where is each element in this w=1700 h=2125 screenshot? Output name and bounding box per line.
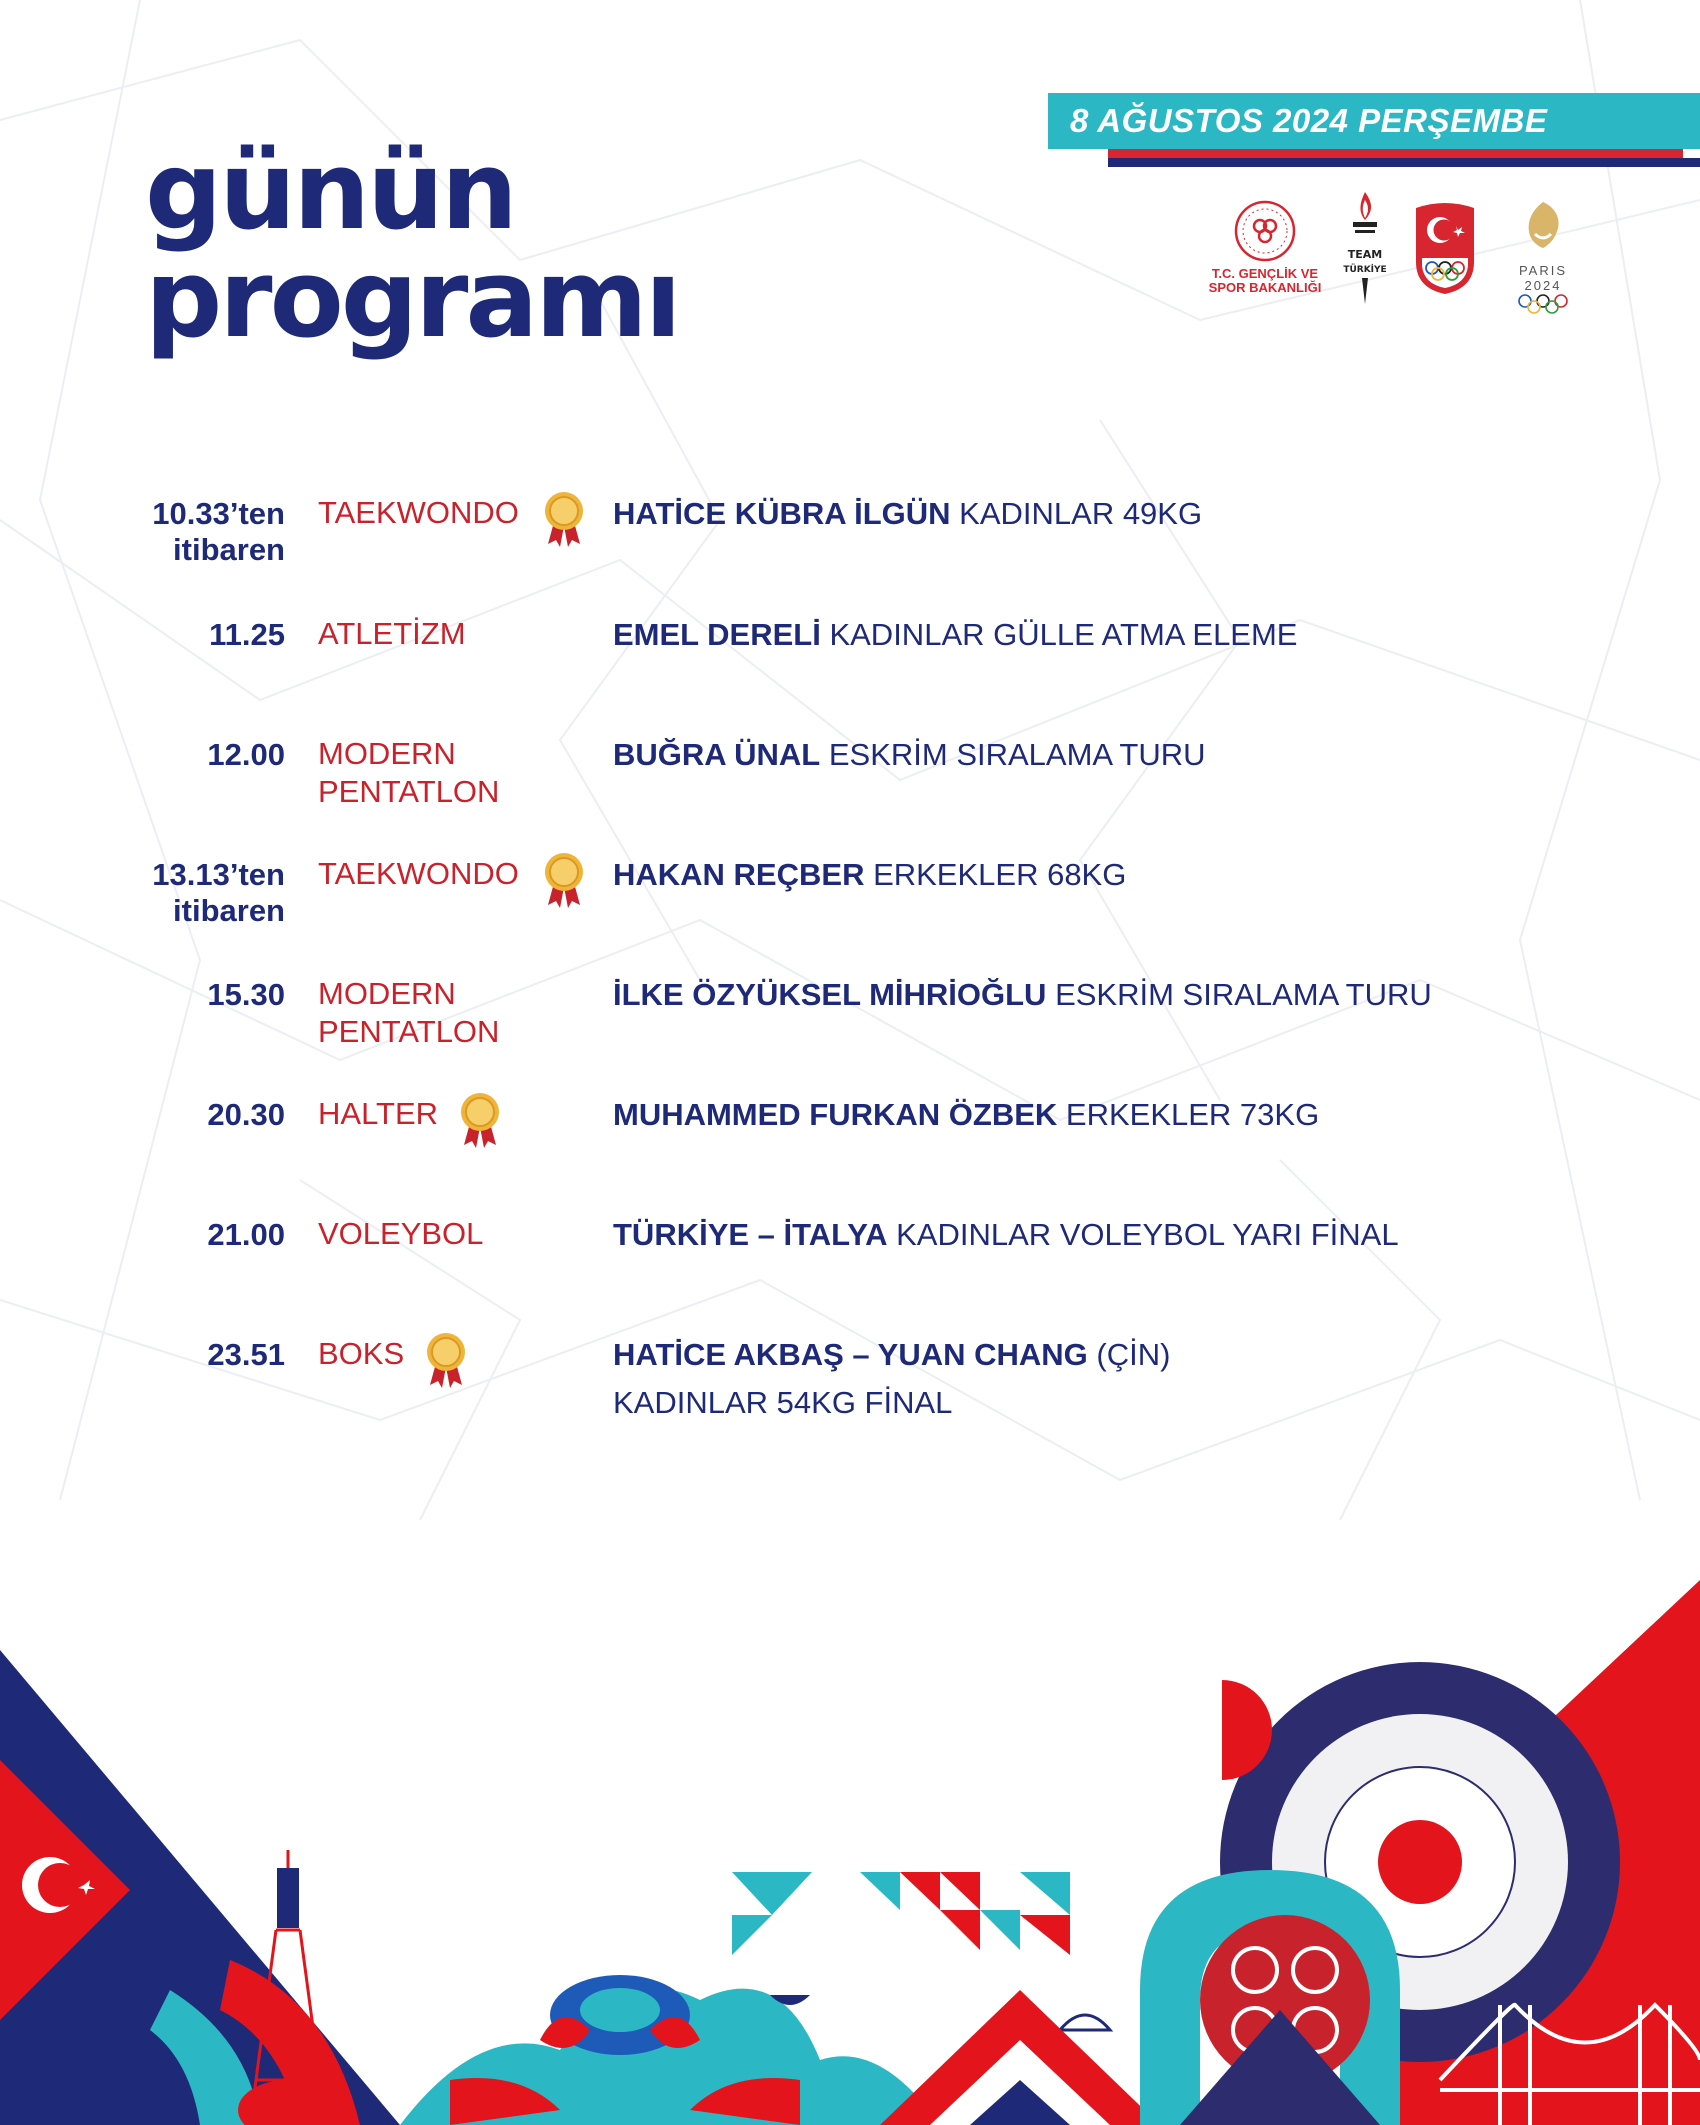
team-turkiye-logo — [1340, 190, 1390, 313]
event-time — [90, 1217, 285, 1253]
medal-icon — [542, 490, 586, 548]
medal-icon — [458, 1091, 502, 1149]
gsb-text-line-2: SPOR BAKANLIĞI — [1208, 280, 1322, 295]
sport-label: TAEKWONDO — [318, 856, 519, 891]
sport-label: HALTER — [318, 1096, 439, 1131]
gsb-text-line-1: T.C. GENÇLİK VE — [1211, 266, 1319, 281]
medal-icon — [542, 851, 586, 909]
time-line-1: 10.33’ten — [152, 496, 285, 531]
event-sport — [318, 1095, 558, 1133]
time-line-1: 20.30 — [207, 1097, 285, 1132]
paris-2024-text: PARIS 2024 — [1518, 263, 1568, 293]
athlete-name: HATİCE AKBAŞ – YUAN CHANG — [613, 1337, 1088, 1372]
event-detail-line-2: KADINLAR 54KG FİNAL — [613, 1385, 953, 1420]
event-time — [90, 857, 285, 929]
triangle-pattern — [732, 1872, 1070, 1955]
sport-label: TAEKWONDO — [318, 495, 519, 530]
noc-shield-icon — [1410, 200, 1480, 296]
event-sport — [318, 494, 558, 532]
sport-label: ATLETİZM — [318, 616, 466, 651]
sport-label-line-2: PENTATLON — [318, 774, 500, 809]
event-sport — [318, 735, 558, 811]
event-sport — [318, 1215, 558, 1253]
event-sport — [318, 855, 558, 893]
event-detail: (ÇİN) — [1087, 1337, 1171, 1372]
turkish-olympic-committee-logo — [1410, 200, 1480, 301]
event-description — [613, 611, 1673, 659]
event-time — [90, 1337, 285, 1373]
athlete-name: İLKE ÖZYÜKSEL MİHRİOĞLU — [613, 977, 1047, 1012]
event-time — [90, 617, 285, 653]
event-time — [90, 737, 285, 773]
event-description — [613, 1091, 1673, 1139]
date-underline-navy — [1108, 158, 1700, 167]
event-description — [613, 731, 1673, 779]
date-underline-red — [1108, 149, 1683, 158]
gsb-emblem-icon — [1230, 200, 1300, 262]
time-line-1: 21.00 — [207, 1217, 285, 1252]
athlete-name: BUĞRA ÜNAL — [613, 737, 821, 772]
event-sport — [318, 975, 558, 1051]
time-line-1: 23.51 — [207, 1337, 285, 1372]
event-time — [90, 977, 285, 1013]
event-detail: ESKRİM SIRALAMA TURU — [1046, 977, 1432, 1012]
athlete-name: EMEL DERELİ — [613, 617, 821, 652]
page-title — [145, 129, 679, 362]
event-detail: KADINLAR GÜLLE ATMA ELEME — [820, 617, 1298, 652]
event-description — [613, 1331, 1673, 1427]
svg-text:TÜRKİYE: TÜRKİYE — [1343, 265, 1387, 275]
event-detail: ERKEKLER 73KG — [1057, 1097, 1320, 1132]
event-description — [613, 971, 1673, 1019]
event-detail: KADINLAR 49KG — [950, 496, 1203, 531]
time-line-1: 12.00 — [207, 737, 285, 772]
sport-label-line-2: PENTATLON — [318, 1014, 500, 1049]
sport-label: VOLEYBOL — [318, 1216, 484, 1251]
gsb-logo — [1200, 200, 1330, 295]
time-line-1: 15.30 — [207, 977, 285, 1012]
event-detail: ESKRİM SIRALAMA TURU — [820, 737, 1206, 772]
time-line-2: itibaren — [173, 893, 285, 928]
athlete-name: HAKAN REÇBER — [613, 857, 865, 892]
date-label: 8 AĞUSTOS 2024 PERŞEMBE — [1070, 102, 1548, 139]
torch-icon — [1340, 190, 1390, 308]
sport-label: MODERN — [318, 976, 456, 1011]
athlete-name: MUHAMMED FURKAN ÖZBEK — [613, 1097, 1058, 1132]
sport-label: BOKS — [318, 1336, 405, 1371]
time-line-1: 13.13’ten — [152, 857, 285, 892]
time-line-1: 11.25 — [209, 617, 285, 652]
event-sport — [318, 615, 558, 653]
svg-text:TEAM: TEAM — [1347, 248, 1383, 261]
sponsor-logos — [1200, 190, 1600, 310]
event-time — [90, 1097, 285, 1133]
paris-flame-icon — [1513, 198, 1573, 258]
athlete-name: HATİCE KÜBRA İLGÜN — [613, 496, 951, 531]
sport-label: MODERN — [318, 736, 456, 771]
olympic-rings-icon — [1515, 293, 1571, 315]
event-time — [90, 496, 285, 568]
medal-icon — [424, 1331, 468, 1389]
time-line-2: itibaren — [173, 532, 285, 567]
event-description — [613, 851, 1673, 899]
paris-2024-logo — [1498, 198, 1588, 320]
event-detail: ERKEKLER 68KG — [864, 857, 1127, 892]
decorative-footer — [0, 1580, 1700, 2125]
event-description — [613, 1211, 1673, 1259]
date-banner — [1048, 93, 1700, 171]
event-description — [613, 490, 1673, 538]
event-detail: KADINLAR VOLEYBOL YARI FİNAL — [887, 1217, 1399, 1252]
title-line-2: programı — [145, 237, 679, 362]
athlete-name: TÜRKİYE – İTALYA — [613, 1217, 888, 1252]
title-line-1: günün — [145, 129, 515, 254]
